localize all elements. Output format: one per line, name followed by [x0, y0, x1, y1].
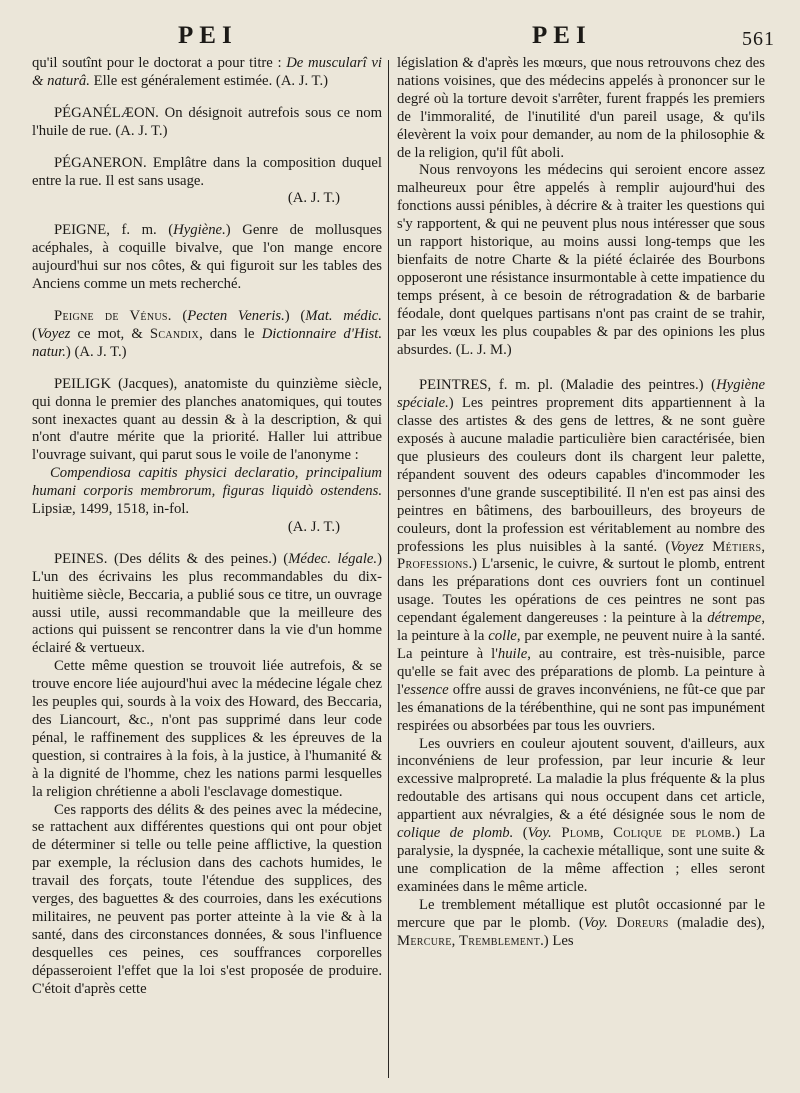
author-signature: (A. J. T.) [287, 518, 340, 535]
cross-ref-term: Scandix [149, 325, 200, 342]
author-signature: (A. J. T.) [275, 72, 329, 89]
entry-category: Hygiène spéciale. [397, 377, 765, 412]
cross-ref-voyez: Voy. [583, 914, 608, 931]
cross-ref-voyez: Voyez [36, 325, 71, 342]
emphasis: huile [497, 646, 528, 662]
entry-peigne [32, 222, 382, 294]
entry-category: Hygiène. [173, 222, 226, 239]
paragraph-text: Les ouvriers en couleur ajoutent souvent, d'ailleurs, aux inconvéniens de leur profession, par leur incurie & leur excessive malpropreté. La maladie la plus fréquente & la plus redoutable des artisans qui nous occupent dans cet article, appartient aux névralgies, & a été désignée sous le nom de [397, 735, 765, 824]
entry-headword: PEINTRES, [419, 377, 492, 394]
author-signature: (A. J. T.) [74, 343, 127, 360]
cross-ref-term: Tremblement [458, 932, 541, 949]
entry-category: Mat. médic. [305, 307, 382, 324]
entry-headword: Peigne de Vénus. [54, 307, 172, 324]
entry-peganeron [32, 155, 382, 191]
entry-text: Emplâtre dans la composition duquel entre la rue. Il est sans usage. [32, 154, 382, 189]
column-divider [388, 60, 389, 1078]
entry-text: , la peinture à la [397, 610, 765, 645]
entry-peines [32, 551, 382, 658]
cross-ref-voyez: Voy. [527, 825, 552, 842]
entry-text: , par exemple, ne peuvent nuire à la santé. La peinture à l' [397, 628, 765, 662]
cross-ref-term: Colique de plomb [613, 825, 732, 842]
paragraph [397, 897, 765, 951]
entry-peigne-de-venus [32, 308, 382, 362]
left-column [32, 55, 382, 999]
entry-text: offre aussi de graves inconvéniens, ne fût-ce que par les émanations de la térébenthine, qui ne sont pas impunément respirées ou absorbées par tous les ouvriers. [397, 681, 765, 734]
entry-peganelaeon [32, 105, 382, 141]
paragraph-text: (maladie des), [668, 914, 765, 931]
cross-ref-term: Métiers [703, 538, 762, 555]
entry-text: f. m. pl. (Maladie des peintres.) ( [491, 377, 717, 394]
paragraph-text: , [600, 825, 614, 842]
entry-text: ) [65, 343, 75, 360]
cross-ref-term: Mercure [397, 932, 452, 949]
entry-headword: PEIGNE, [54, 222, 110, 239]
entry-text: , [761, 538, 765, 555]
entry-peintres [397, 377, 765, 735]
intro-title-italic: De muscularî vi & naturâ. [32, 55, 382, 89]
paragraph-text: , [451, 932, 459, 949]
author-signature: (A. J. T.) [287, 190, 340, 207]
cited-title: Compendiosa capitis physici declaratio, principalium humani corporis membrorum, figuras liquidò ostendens. [32, 465, 382, 500]
paragraph: législation & d'après les mœurs, que nous retrouvons chez des nations voisines, que des médecins appelés à prononcer sur le degré où la torture devoit s'arrêter, furent frappés les premiers de l'immoralité, de l'inutilité d'un pareil usage, & qu'ils élevèrent la voix pour demander, au nom de la philosophie & de la religion, qu'il fût aboli. [397, 55, 765, 161]
entry-text: (Jacques), anatomiste du quinzième siècle, qui donna le premier des planches anatomiques, qui toutes sont inexactes quant au dessin & à la description, & qui n'ont d'autre mérite que la priorité. Haller lui attribue l'ouvrage suivant, qui parut sous le voile de l'anonyme : [32, 375, 382, 464]
emphasis: détrempe [707, 610, 762, 627]
paragraph-text: Le tremblement métallique est plutôt occasionné par le mercure que par le plomb. ( [397, 896, 765, 931]
emphasis: colle [488, 628, 517, 645]
paragraph: Cette même question se trouvoit liée autrefois, & se trouve encore liée aujourd'hui avec la médecine légale chez les peuples qui, sourds à la voix des Howard, des Beccaria, des Liancourt, &c., n'ont pas supprimé dans leur code pénal, le raffinement des supplices & les épreuves de la question, si contraires à la fois, à la justice, à l'humanité & à la dignité de l'homme, chez les nations parmi lesquelles la religion chrétienne a aboli l'esclavage domestique. [32, 658, 382, 800]
entry-headword: PÉGANÉLÆON. [54, 104, 159, 121]
paragraph: Ces rapports des délits & des peines avec la médecine, se rattachent aux différentes questions qui ont pour objet de déterminer si telle ou telle peine afflictive, la question par exemple, la réclusion dans des cachots humides, le travail des forçats, toute l'étendue des supplices, des verges, des baguettes & des courroies, dans les exécutions militaires, ne peuvent pas porter atteinte à la vie & à la santé, dans des circonstances données, & sous l'influence desquelles ces peines, ces souffrances corporelles dépasseroient l'effet que la loi s'est proposée de produire. C'étoit d'après cette [32, 801, 382, 997]
author-signature: (L. J. M.) [455, 341, 512, 358]
entry-text: (Des délits & des peines.) ( [107, 550, 289, 567]
entry-text: ) Les peintres proprement dits appartiennent à la classe des artistes & des gens de lettres, & ne sont guère exposés à aucune maladie particulière bien caractérisée, bien que plusieurs des couleurs dont ils chargent leur palette, répandent souvent des odeurs capables d'incommoder les personnes d'une grande susceptibilité. Il n'en est pas ainsi des peintres en bâtimens, des barbouilleurs, des broyeurs de couleurs, dont la profession est véritablement au nombre des professions les plus nuisibles à la santé. ( [397, 395, 765, 555]
cross-ref-term: Professions [397, 556, 469, 573]
header-left-word: PEI [178, 22, 238, 49]
entry-text: ) L'un des écrivains les plus recommandables du dix-huitième siècle, Beccaria, a publié sous ce titre, un ouvrage aussi utile, aussi recommandable que la meilleure des actions qui puissent se rencontrer dans la vie d'un homme éclairé & vertueux. [32, 550, 382, 657]
entry-intro-continuation [32, 55, 382, 91]
cross-ref-dictionary: Dictionnaire d'Hist. natur. [32, 325, 382, 360]
entry-peiligk [32, 376, 382, 466]
cited-work [32, 465, 382, 519]
entry-text: ce mot, & [70, 325, 150, 342]
author-signature: (A. J. T.) [115, 122, 168, 139]
cross-ref-voyez: Voyez [670, 538, 704, 555]
emphasis: essence [403, 681, 449, 698]
paragraph-text: .) La paralysie, la dyspnée, la cachexie métallique, sont une suite & une complication de la même affection ; elles seront examinées dans le même article. [397, 825, 766, 895]
entry-category: Médec. légale. [288, 550, 378, 567]
intro-text: qu'il soutînt pour le doctorat a pour titre : [32, 55, 287, 71]
paragraph-text: .) Les [540, 932, 574, 949]
entry-text: , au contraire, est très-nuisible, parce qu'elle se fait avec des préparations de plomb. La peinture à l' [397, 646, 766, 698]
cited-imprint: Lipsiæ, 1499, 1518, in-fol. [32, 501, 190, 518]
paragraph [397, 736, 765, 897]
intro-text-end: Elle est généralement estimée. [89, 72, 273, 89]
latin-name: Pecten Veneris. [187, 307, 285, 324]
emphasis: colique de plomb. [397, 825, 514, 842]
entry-text: ( [171, 307, 188, 324]
running-header [0, 22, 800, 52]
header-right-word: PEI [532, 22, 592, 49]
entry-text: ( [32, 325, 37, 342]
entry-headword: PEILIGK [54, 375, 112, 392]
cross-ref-term: Plomb [551, 825, 600, 842]
entry-text: .) L'arsenic, le cuivre, & surtout le plomb, entrent dans les préparations dont ces ouvriers font un continuel usage. Toutes les opérations de ces peintres ne sont pas cependant également dangereuses : la peinture à la [397, 556, 765, 627]
entry-text: On désignoit autrefois sous ce nom l'huile de rue. [32, 104, 382, 139]
paragraph [397, 162, 765, 359]
entry-headword: PÉGANERON. [54, 154, 147, 171]
paragraph-text: Nous renvoyons les médecins qui seroient encore assez malheureux pour être appelés à remplir aujourd'hui des fonctions aussi pénibles, à décrire & à traiter les questions qui s'y rapportent, & qui ne peuvent plus nous intéresser que sous un rapport historique, au moins aussi long-temps que les bienfaits de notre Charte & la piété éclairée des Bourbons opposeront une résistance insurmontable à cette impatience du temps présent, à ce besoin de rétrogradation & de barbarie féodale, dont quelques partisans n'ont pas craint de se trahir, par les vœux les plus coupables & par des opinions les plus absurdes. [397, 162, 765, 358]
entry-headword: PEINES. [54, 550, 108, 567]
entry-text: , dans le [199, 325, 262, 342]
paragraph-text: ( [513, 825, 528, 842]
entry-text: f. m. ( [109, 222, 174, 239]
right-column [397, 55, 765, 950]
entry-text: ) Genre de mollusques acéphales, à coquille bivalve, que l'on mange encore aujourd'hui sur nos côtes, & qui figuroit sur les tables des Anciens comme un mets recherché. [32, 222, 382, 293]
entry-text: ) ( [284, 307, 306, 324]
cross-ref-term: Doreurs [607, 914, 669, 931]
page-number: 561 [742, 28, 775, 50]
